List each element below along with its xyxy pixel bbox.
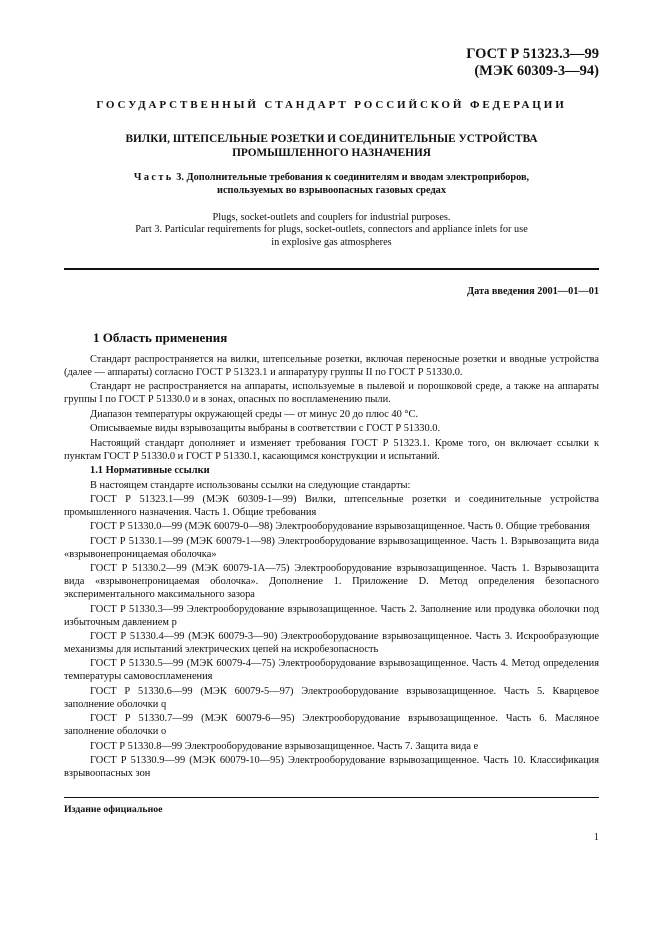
references-intro: В настоящем стандарте использованы ссылки на следующие стандарты:	[90, 479, 411, 491]
reference-item: ГОСТ Р 51330.1—99 (МЭК 60079-1—98) Электрооборудование взрывозащищенное. Часть 1. Взрывозащита вида «взрывонепроницаемая оболочка»	[64, 535, 599, 560]
part-subtitle	[64, 172, 599, 197]
section-body	[64, 354, 599, 783]
english-line-3: in explosive gas atmospheres	[271, 236, 392, 248]
document-title	[64, 133, 599, 160]
reference-item: ГОСТ Р 51330.7—99 (МЭК 60079-6—95) Электрооборудование взрывозащищенное. Часть 6. Масляное заполнение оболочки o	[64, 713, 599, 738]
footer-divider	[64, 797, 599, 798]
reference-item: ГОСТ Р 51323.1—99 (МЭК 60309-1—99) Вилки, штепсельные розетки и соединительные устройства промышленного назначения. Часть 1. Общие требования	[64, 494, 599, 518]
english-line-2: Part 3. Particular requirements for plugs, socket-outlets, connectors and appliance inlets for use	[135, 224, 528, 236]
reference-item: ГОСТ Р 51330.9—99 (МЭК 60079-10—95) Электрооборудование взрывозащищенное. Часть 10. Классификация взрывоопасных зон	[64, 755, 599, 780]
title-line-1: ВИЛКИ, ШТЕПСЕЛЬНЫЕ РОЗЕТКИ И СОЕДИНИТЕЛЬНЫЕ УСТРОЙСТВА	[125, 133, 538, 145]
state-standard-heading: ГОСУДАРСТВЕННЫЙ СТАНДАРТ РОССИЙСКОЙ ФЕДЕРАЦИИ	[96, 99, 567, 111]
subsection-heading: 1.1 Нормативные ссылки	[90, 465, 210, 477]
paragraph: Диапазон температуры окружающей среды — от минус 20 до плюс 40 °С.	[90, 408, 419, 420]
page-number: 1	[593, 832, 599, 843]
title-line-2: ПРОМЫШЛЕННОГО НАЗНАЧЕНИЯ	[232, 146, 431, 159]
iec-code: (МЭК 60309-3—94)	[474, 63, 599, 79]
subtitle-line-1-text: 3. Дополнительные требования к соединителям и вводам электроприборов,	[176, 172, 530, 183]
paragraph: Описываемые виды взрывозащиты выбраны в соответствии с ГОСТ Р 51330.0.	[90, 423, 441, 435]
reference-item: ГОСТ Р 51330.0—99 (МЭК 60079-0—98) Электрооборудование взрывозащищенное. Часть 0. Общие требования	[90, 521, 590, 533]
reference-item: ГОСТ Р 51330.2—99 (МЭК 60079-1А—75) Электрооборудование взрывозащищенное. Часть 1. Взрывозащита вида «взрывонепроницаемая оболочка». Дополнение 1. Приложение D. Метод определения безопасного экспериментального максимального зазора	[64, 563, 599, 601]
reference-item: ГОСТ Р 51330.3—99 Электрооборудование взрывозащищенное. Часть 2. Заполнение или продувка оболочки под избыточным давлением p	[64, 603, 599, 628]
subtitle-line-2: используемых во взрывоопасных газовых средах	[217, 184, 446, 196]
reference-item: ГОСТ Р 51330.6—99 (МЭК 60079-5—97) Электрооборудование взрывозащищенное. Часть 5. Кварцевое заполнение оболочки q	[64, 685, 599, 710]
paragraph: Настоящий стандарт дополняет и изменяет требования ГОСТ Р 51323.1. Кроме того, он включает ссылки к пунктам ГОСТ Р 51330.0 и ГОСТ Р 51330.1, касающимся конструкции и испытаний.	[64, 437, 599, 462]
title-divider	[64, 268, 599, 270]
paragraph: Стандарт распространяется на вилки, штепсельные розетки, включая переносные розетки и вводные устройства (далее — аппараты) согласно ГОСТ Р 51323.1 и аппаратуру группы II по ГОСТ Р 51330.0.	[64, 354, 599, 378]
section-heading: 1 Область применения	[93, 330, 228, 345]
standard-designation	[466, 46, 599, 80]
english-title	[64, 212, 599, 249]
reference-item: ГОСТ Р 51330.8—99 Электрооборудование взрывозащищенное. Часть 7. Защита вида e	[90, 740, 479, 752]
standard-code: ГОСТ Р 51323.3—99	[466, 46, 599, 62]
paragraph: Стандарт не распространяется на аппараты, используемые в пылевой и порошковой среде, а также на аппараты группы I по ГОСТ Р 51330.0 и в зонах, опасных по воспламенению пыли.	[64, 381, 599, 406]
english-line-1: Plugs, socket-outlets and couplers for industrial purposes.	[212, 212, 451, 223]
introduction-date: Дата введения 2001—01—01	[467, 286, 599, 297]
official-edition-label: Издание официальное	[64, 804, 163, 815]
part-word: Часть	[133, 172, 174, 183]
subtitle-line-1	[64, 172, 599, 185]
reference-item: ГОСТ Р 51330.5—99 (МЭК 60079-4—75) Электрооборудование взрывозащищенное. Часть 4. Метод определения температуры самовоспламенения	[64, 658, 599, 683]
reference-item: ГОСТ Р 51330.4—99 (МЭК 60079-3—90) Электрооборудование взрывозащищенное. Часть 3. Искрообразующие механизмы для испытаний электрических цепей на искробезопасность	[64, 631, 599, 656]
